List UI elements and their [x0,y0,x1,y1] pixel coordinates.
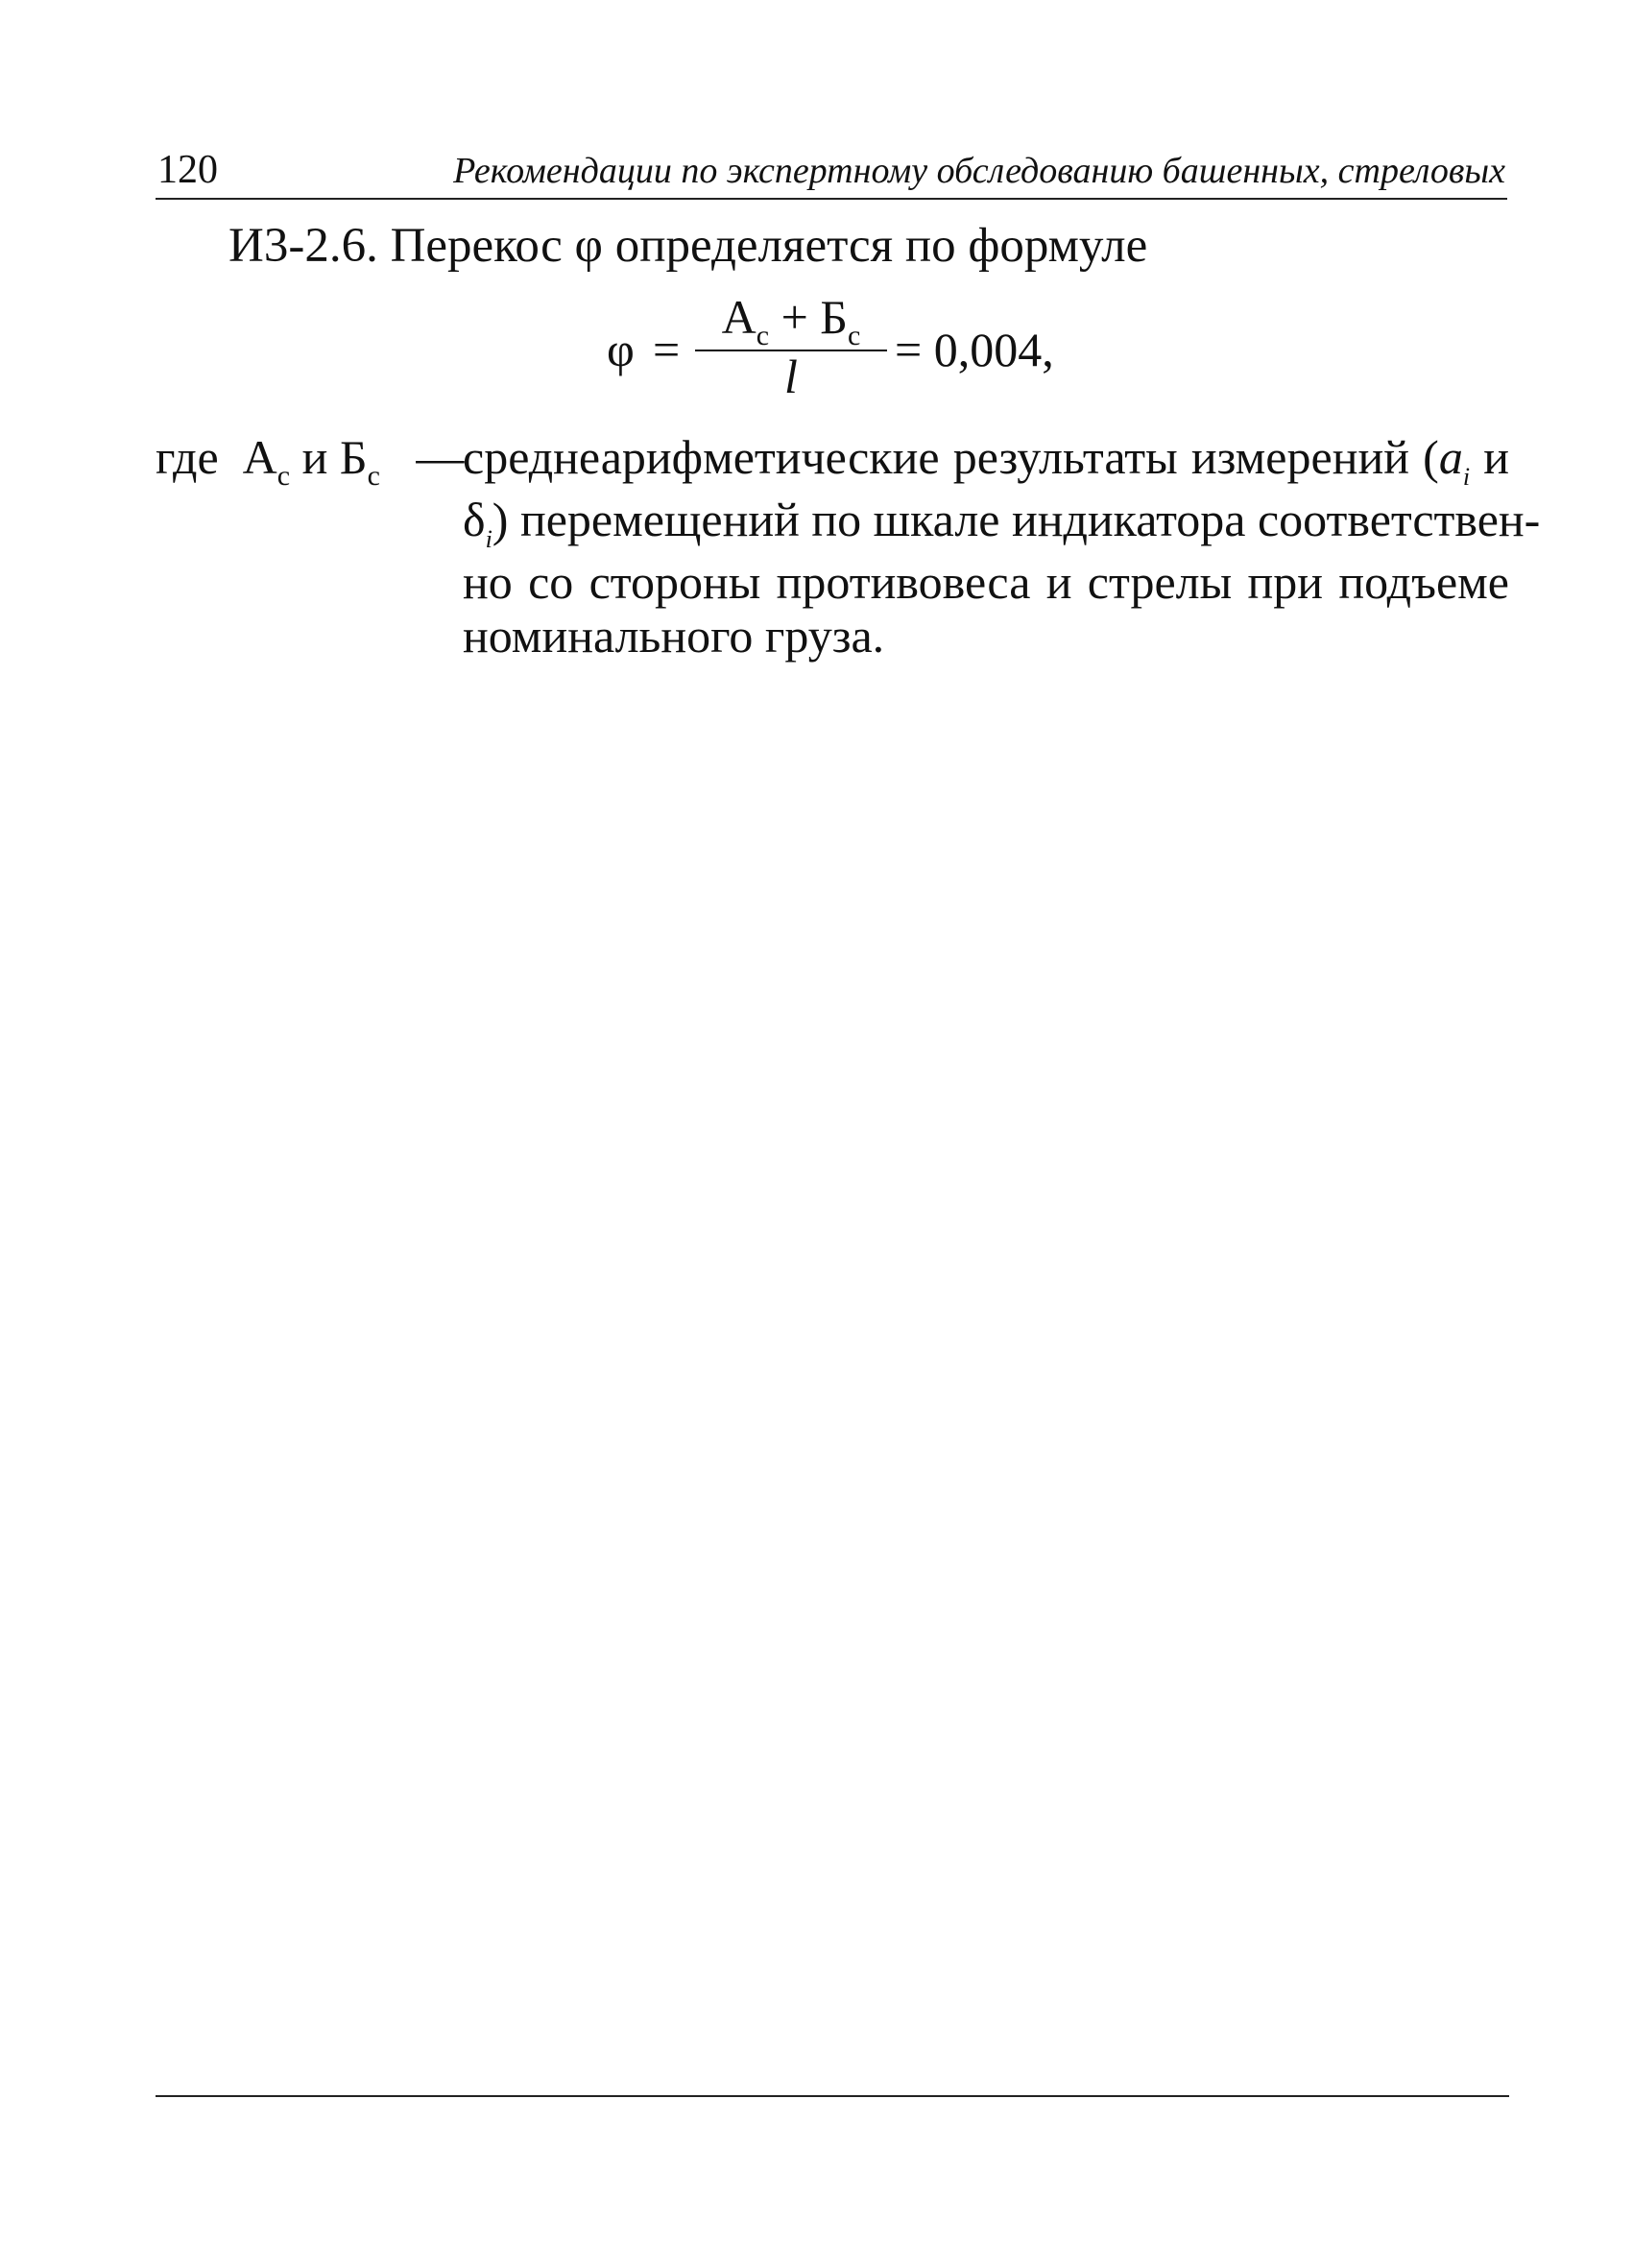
page-number: 120 [157,148,218,192]
definition-line-3: но со стороны противовеса и стрелы при подъеме [463,555,1509,609]
where-b: Б [339,430,368,484]
var-a: a [1438,430,1463,484]
definition-line-1-end: и [1470,430,1509,484]
numerator-a-subscript: с [756,320,770,351]
formula-numerator [695,290,887,351]
numerator-b: Б [820,290,849,344]
formula-denominator: l [784,350,798,403]
where-conj: и [301,430,328,484]
var-a-subscript: i [1462,463,1471,491]
definition-line-1 [463,430,1509,493]
var-delta-subscript: i [485,525,492,553]
where-word: где [156,430,219,484]
numerator-plus: + [780,290,808,344]
definition-line-2-text: ) перемещений по шкале индикатора соответствен- [492,493,1541,546]
running-title: Рекомендации по экспертному обследованию башенных, стреловых [453,151,1505,191]
definition-text [463,430,1541,663]
where-a: А [242,430,277,484]
var-delta: δ [463,493,486,546]
numerator-b-subscript: с [848,320,861,351]
definition-line-2 [463,493,1541,555]
definition-line-1-text: среднеарифметические результаты измерений ( [463,430,1439,484]
formula-equals: = [653,323,681,376]
where-a-subscript: с [276,460,291,492]
formula-result: = 0,004, [895,323,1054,376]
where-dash: — [416,430,465,484]
formula-fraction [695,288,887,407]
numerator-a: А [721,290,756,344]
definition-line-4: номинального груза. [463,609,885,663]
formula-lhs: φ [607,323,635,376]
where-b-subscript: с [367,460,380,492]
footer-rule [156,2095,1509,2097]
where-term [156,430,464,492]
intro-paragraph: И3-2.6. Перекос φ определяется по формуле [228,219,1148,273]
page-header [156,144,1507,200]
